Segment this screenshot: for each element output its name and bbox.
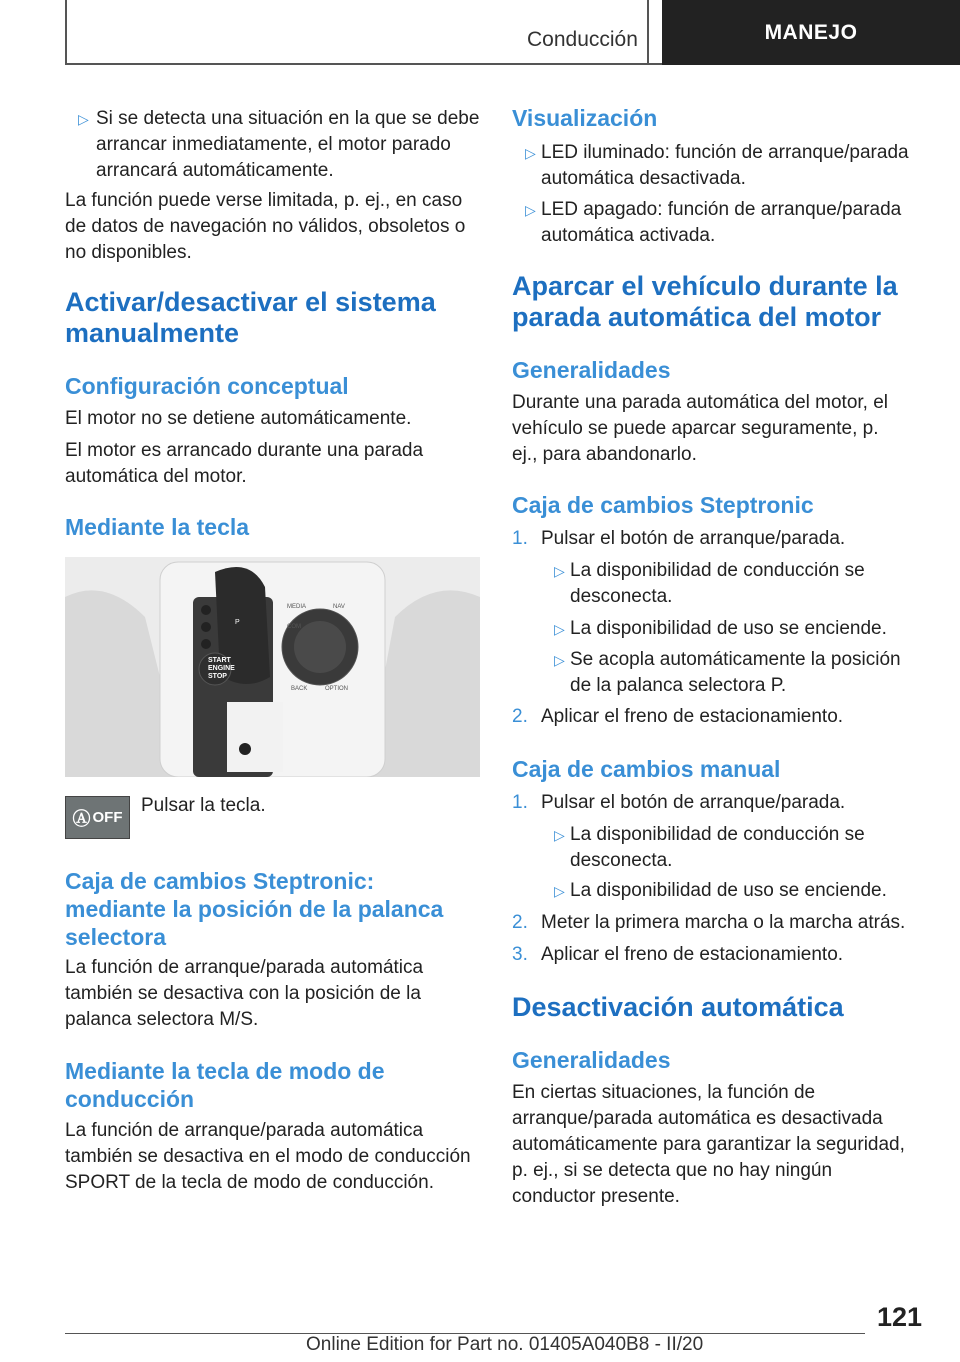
header-rule-left bbox=[65, 0, 67, 65]
heading-activar-desactivar: Activar/desactivar el sistema manualmente bbox=[65, 287, 436, 348]
heading-steptronic: Caja de cambios Steptronic bbox=[512, 492, 814, 518]
paragraph-modo-conduccion: La función de arranque/parada automática también se desactiva en el modo de conducción SPORT de la tecla de modo de conducción. bbox=[65, 1120, 471, 1193]
footer-edition: Online Edition for Part no. 01405A040B8 - II/20 bbox=[306, 1334, 704, 1355]
bullet-triangle-icon: ▷ bbox=[554, 652, 565, 668]
media-label: MEDIA bbox=[287, 604, 307, 610]
bullet-triangle-icon: ▷ bbox=[554, 563, 565, 579]
paragraph-generalidades-1: Durante una parada automática del motor, el vehículo se puede aparcar seguramente, p. ej., para abandonarlo. bbox=[512, 392, 889, 465]
paragraph-config-1: El motor no se detiene automáticamente. bbox=[65, 408, 412, 429]
bullet-triangle-icon: ▷ bbox=[554, 621, 565, 637]
step-number: 2. bbox=[512, 912, 528, 933]
heading-mediante-tecla: Mediante la tecla bbox=[65, 514, 250, 540]
heading-generalidades-1: Generalidades bbox=[512, 357, 671, 383]
heading-modo-conduccion: Mediante la tecla de modo de conducción bbox=[65, 1058, 385, 1112]
heading-aparcar: Aparcar el vehículo durante la parada automática del motor bbox=[512, 271, 898, 332]
bullet-led-off: LED apagado: función de arranque/parada automática activada. bbox=[541, 199, 902, 246]
heading-visualizacion: Visualización bbox=[512, 105, 658, 131]
substep-steptronic-1a: La disponibilidad de conducción se desconecta. bbox=[570, 560, 865, 607]
heading-configuracion: Configuración conceptual bbox=[65, 373, 349, 399]
bullet-immediate-start: Si se detecta una situación en la que se debe arrancar inmediatamente, el motor parado arrancará automáticamente. bbox=[96, 108, 480, 181]
step-number: 1. bbox=[512, 528, 528, 549]
step-number: 3. bbox=[512, 944, 528, 965]
substep-manual-1a: La disponibilidad de conducción se desconecta. bbox=[570, 824, 865, 871]
step-steptronic-2: Aplicar el freno de estacionamiento. bbox=[541, 706, 844, 727]
header-rule-mid bbox=[647, 0, 649, 65]
step-manual-2: Meter la primera marcha o la marcha atrás. bbox=[541, 912, 906, 933]
icon-off-text: OFF bbox=[92, 809, 123, 826]
console-illustration bbox=[65, 557, 480, 777]
header-section-title: Conducción bbox=[527, 28, 638, 51]
paragraph-generalidades-2: En ciertas situaciones, la función de arranque/parada automática es desactivada automáticamente para garantizar la seguridad, p. ej., si se detecta que no hay ningún conductor presente. bbox=[512, 1082, 905, 1207]
bullet-triangle-icon: ▷ bbox=[525, 202, 536, 218]
nav-label: NAV bbox=[333, 604, 345, 610]
start-stop-a-icon: Ⓐ bbox=[72, 808, 91, 829]
page-number: 121 bbox=[876, 1302, 922, 1332]
bullet-triangle-icon: ▷ bbox=[78, 111, 89, 127]
step-manual-1: Pulsar el botón de arranque/parada. bbox=[541, 792, 846, 813]
step-manual-3: Aplicar el freno de estacionamiento. bbox=[541, 944, 844, 965]
option-label: OPTION bbox=[325, 686, 349, 692]
paragraph-steptronic-palanca: La función de arranque/parada automática también se desactiva con la posición de la palanca selectora M/S. bbox=[65, 957, 424, 1030]
bullet-triangle-icon: ▷ bbox=[554, 827, 565, 843]
back-label: BACK bbox=[291, 686, 308, 692]
header-rule-bottom bbox=[65, 63, 662, 65]
heading-generalidades-2: Generalidades bbox=[512, 1047, 671, 1073]
bullet-triangle-icon: ▷ bbox=[554, 883, 565, 899]
substep-manual-1b: La disponibilidad de uso se enciende. bbox=[570, 880, 887, 901]
substep-steptronic-1c: Se acopla automáticamente la posición de la palanca selectora P. bbox=[570, 649, 901, 696]
header-chapter-tab[interactable]: MANEJO bbox=[662, 0, 960, 65]
heading-desactivacion: Desactivación automática bbox=[512, 992, 844, 1022]
center-console-photo bbox=[65, 557, 480, 777]
bullet-led-on: LED iluminado: función de arranque/parada automática desactivada. bbox=[541, 142, 909, 189]
step-number: 1. bbox=[512, 792, 528, 813]
step-steptronic-1: Pulsar el botón de arranque/parada. bbox=[541, 528, 846, 549]
com-label: COM bbox=[287, 624, 301, 630]
auto-start-stop-off-icon bbox=[65, 796, 130, 839]
start-stop-label: START ENGINE STOP bbox=[208, 657, 235, 680]
heading-manual: Caja de cambios manual bbox=[512, 756, 781, 782]
paragraph-config-2: El motor es arrancado durante una parada automática del motor. bbox=[65, 440, 424, 487]
step-number: 2. bbox=[512, 706, 528, 727]
icon-caption: Pulsar la tecla. bbox=[141, 795, 266, 816]
heading-steptronic-palanca: Caja de cambios Steptronic: mediante la posición de la palanca selectora bbox=[65, 868, 444, 950]
bullet-triangle-icon: ▷ bbox=[525, 145, 536, 161]
substep-steptronic-1b: La disponibilidad de uso se enciende. bbox=[570, 618, 887, 639]
paragraph-limitation: La función puede verse limitada, p. ej., en caso de datos de navegación no válidos, obsoletos o no disponibles. bbox=[65, 190, 466, 263]
park-label: P bbox=[235, 619, 240, 626]
